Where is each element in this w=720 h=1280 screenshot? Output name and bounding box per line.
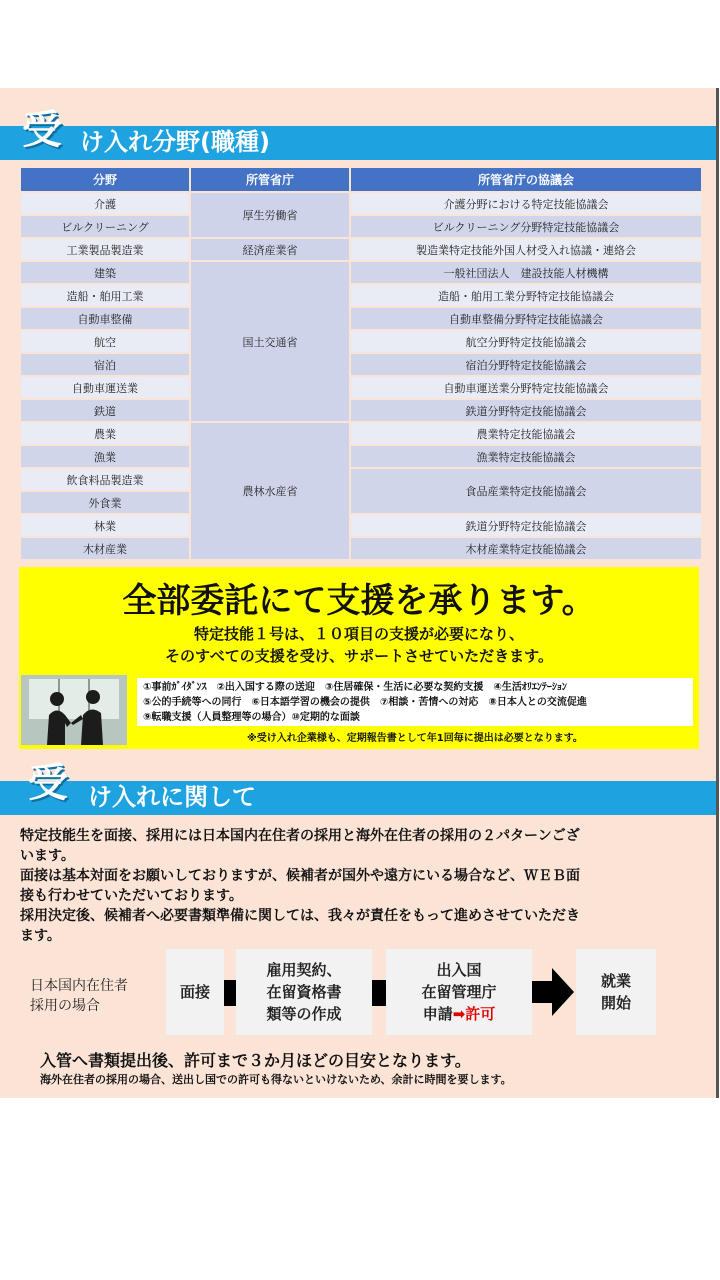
field-cell: 宿泊 <box>21 354 189 375</box>
support-headline: 全部委託にて支援を承ります。 <box>122 581 596 621</box>
paragraph-line: 採用決定後、候補者へ必要書類準備に関しては、我々が責任をもって進めさせていただき <box>20 908 580 924</box>
table-row <box>21 239 701 260</box>
table-row <box>21 538 701 559</box>
table-row <box>21 446 701 467</box>
flow-label-line: 日本国内在住者 <box>30 978 128 994</box>
council-cell: 介護分野における特定技能協議会 <box>351 193 701 214</box>
table-row <box>21 515 701 536</box>
field-cell: 漁業 <box>21 446 189 467</box>
table-row <box>21 193 701 214</box>
field-cell: 林業 <box>21 515 189 536</box>
table-row <box>21 262 701 283</box>
field-cell: 農業 <box>21 423 189 444</box>
fields-table <box>19 166 703 561</box>
flow-step-documents <box>236 949 372 1035</box>
big-arrow-right-icon <box>532 968 574 1016</box>
section-icon-char: 受 <box>22 107 62 153</box>
council-cell: 食品産業特定技能協議会 <box>351 469 701 513</box>
permit-label: 許可 <box>465 1005 496 1023</box>
flow-step-label: 申請 <box>422 1005 453 1023</box>
flow-step-immigration <box>386 949 532 1035</box>
flow-step-label: 在留管理庁 <box>421 983 497 1001</box>
council-cell: 宿泊分野特定技能協議会 <box>351 354 701 375</box>
table-row <box>21 469 701 490</box>
timeline-note: 入管へ書類提出後、許可まで３か月ほどの目安となります。 <box>40 1051 471 1070</box>
flow-label <box>30 976 160 1016</box>
support-note: ※受け入れ企業様も、定期報告書として年1回毎に提出は必要となります。 <box>247 733 583 744</box>
council-cell: 木材産業特定技能協議会 <box>351 538 701 559</box>
flow-step-label: 出入国 <box>436 961 482 979</box>
ministry-cell: 経済産業省 <box>191 239 349 260</box>
flow-step-label: 雇用契約、 <box>266 961 342 979</box>
header-ministry: 所管省庁 <box>191 168 349 191</box>
field-cell: 建築 <box>21 262 189 283</box>
field-cell: 飲食料品製造業 <box>21 469 189 490</box>
table-row <box>21 285 701 306</box>
flow-step-label: 在留資格書 <box>266 983 342 1001</box>
council-cell: 自動車整備分野特定技能協議会 <box>351 308 701 329</box>
ministry-cell: 農林水産省 <box>191 423 349 559</box>
page-edge <box>716 88 719 1098</box>
table-header-row <box>21 168 701 191</box>
council-cell: ビルクリーニング分野特定技能協議会 <box>351 216 701 237</box>
flow-connector <box>224 980 236 1006</box>
overseas-note: 海外在住者の採用の場合、送出し国での許可も得ないといけないため、余計に時間を要します。 <box>40 1073 512 1086</box>
table-row <box>21 331 701 352</box>
paragraph-line: います。 <box>20 848 75 864</box>
handshake-silhouette-icon <box>21 675 127 745</box>
field-cell: 介護 <box>21 193 189 214</box>
council-cell: 航空分野特定技能協議会 <box>351 331 701 352</box>
support-items-line: ⑨転職支援（人員整理等の場合）⑩定期的な面談 <box>143 712 360 723</box>
council-cell: 製造業特定技能外国人材受入れ協議・連絡会 <box>351 239 701 260</box>
support-items-line: ①事前ｶﾞｲﾀﾞﾝｽ ②出入国する際の送迎 ③住居確保・生活に必要な契約支援 ④生活ｵﾘｴﾝﾃｰｼｮﾝ <box>143 682 567 693</box>
flow-step-label: 類等の作成 <box>266 1005 342 1023</box>
field-cell: 鉄道 <box>21 400 189 421</box>
table-row <box>21 308 701 329</box>
arrow-right-icon: ➡ <box>452 1005 466 1023</box>
paragraph-line: 特定技能生を面接、採用には日本国内在住者の採用と海外在住者の採用の２パターンござ <box>20 828 580 844</box>
flow-step-start-work <box>576 949 656 1035</box>
field-cell: 外食業 <box>21 492 189 513</box>
table-row <box>21 354 701 375</box>
support-items-list <box>137 678 693 726</box>
ministry-cell: 厚生労働省 <box>191 193 349 237</box>
handshake-photo <box>21 675 127 745</box>
council-cell: 鉄道分野特定技能協議会 <box>351 515 701 536</box>
support-subtext <box>19 623 699 667</box>
flow-step-label-row <box>421 1003 496 1025</box>
field-cell: 工業製品製造業 <box>21 239 189 260</box>
flow-step-label: 就業 <box>600 972 631 990</box>
support-subtext-line: そのすべての支援を受け、サポートさせていただきます。 <box>165 647 553 665</box>
field-cell: 木材産業 <box>21 538 189 559</box>
ministry-cell: 国土交通省 <box>191 262 349 421</box>
table-row <box>21 423 701 444</box>
council-cell: 農業特定技能協議会 <box>351 423 701 444</box>
council-cell: 鉄道分野特定技能協議会 <box>351 400 701 421</box>
section-title-fields: け入れ分野(職種) <box>80 128 270 156</box>
council-cell: 自動車運送業分野特定技能協議会 <box>351 377 701 398</box>
flow-connector <box>372 980 386 1006</box>
table-row <box>21 400 701 421</box>
table-row <box>21 377 701 398</box>
paragraph-line: 接も行わせていただいております。 <box>20 888 243 904</box>
flow-step-interview <box>166 949 224 1035</box>
flow-step-label: 面接 <box>179 983 210 1001</box>
field-cell: 造船・舶用工業 <box>21 285 189 306</box>
field-cell: ビルクリーニング <box>21 216 189 237</box>
support-subtext-line: 特定技能１号は、１０項目の支援が必要になり、 <box>193 625 524 643</box>
section-title-acceptance: け入れに関して <box>88 783 256 811</box>
header-council: 所管省庁の協議会 <box>351 168 701 191</box>
header-field: 分野 <box>21 168 189 191</box>
flow-step-label: 開始 <box>600 994 631 1012</box>
field-cell: 自動車運送業 <box>21 377 189 398</box>
section-icon-char: 受 <box>28 760 68 806</box>
paragraph-line: ます。 <box>20 928 61 944</box>
support-items-line: ⑤公的手続等への同行 ⑥日本語学習の機会の提供 ⑦相談・苦情への対応 ⑧日本人との交流促進 <box>143 697 587 708</box>
council-cell: 漁業特定技能協議会 <box>351 446 701 467</box>
support-panel <box>19 567 699 749</box>
council-cell: 造船・舶用工業分野特定技能協議会 <box>351 285 701 306</box>
table-row <box>21 216 701 237</box>
paragraph-line: 面接は基本対面をお願いしておりますが、候補者が国外や遠方にいる場合など、ＷＥＢ面 <box>20 868 580 884</box>
council-cell: 一般社団法人 建設技能人材機構 <box>351 262 701 283</box>
field-cell: 航空 <box>21 331 189 352</box>
flow-label-line: 採用の場合 <box>30 998 100 1014</box>
acceptance-paragraph <box>20 826 700 946</box>
field-cell: 自動車整備 <box>21 308 189 329</box>
